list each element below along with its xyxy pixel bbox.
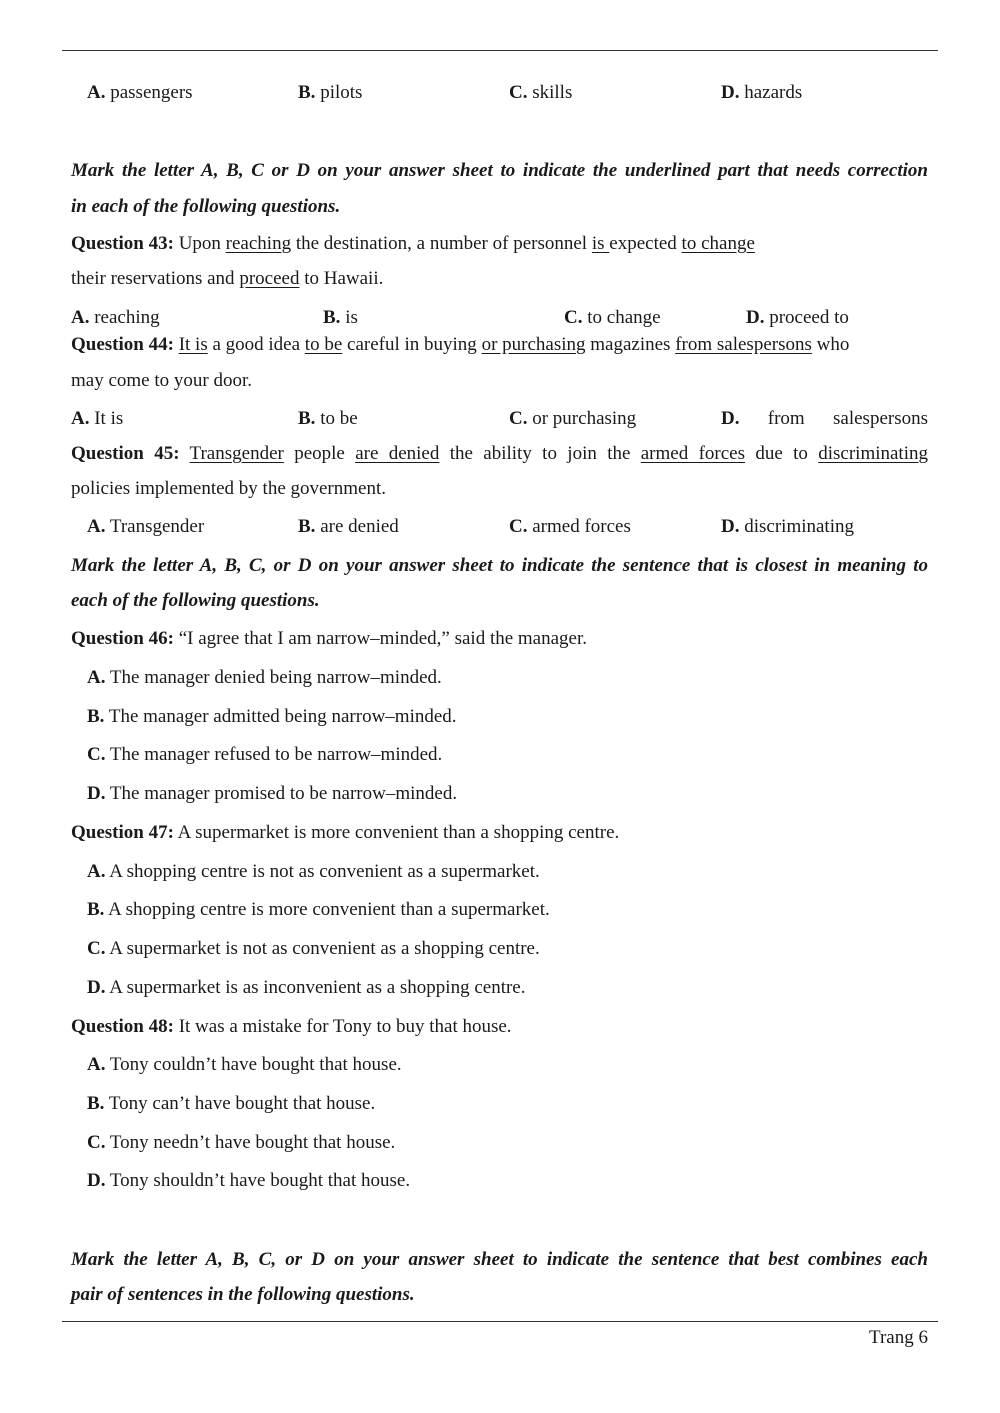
q48-option-a: A. Tony couldn’t have bought that house. <box>87 1054 402 1075</box>
question-label: Question 47: <box>71 822 174 843</box>
question-label: Question 44: <box>71 334 174 355</box>
q42-option-b: B. pilots <box>298 82 363 103</box>
underlined-part-d: discriminating <box>818 443 928 464</box>
underlined-part-a: reaching <box>225 233 292 254</box>
question-label: Question 43: <box>71 233 174 254</box>
q47-option-c: C. A supermarket is not as convenient as a shopping centre. <box>87 938 540 959</box>
underlined-part-b: are denied <box>355 443 440 464</box>
instruction-closest-meaning-cont: each of the following questions. <box>71 590 320 611</box>
q44-option-d: D. from salespersons <box>721 408 928 429</box>
q44-stem: Question 44: It is a good idea to be careful in buying or purchasing magazines from salespersons who <box>71 334 850 355</box>
q46-option-b: B. The manager admitted being narrow–minded. <box>87 706 457 727</box>
q47-stem: Question 47: A supermarket is more convenient than a shopping centre. <box>71 822 620 843</box>
underlined-part-c: armed forces <box>640 443 745 464</box>
q45-option-b: B. are denied <box>298 516 399 537</box>
footer-rule <box>62 1321 938 1322</box>
instruction-combine-cont: pair of sentences in the following questions. <box>71 1284 415 1305</box>
q42-option-a: A. passengers <box>87 82 193 103</box>
question-label: Question 48: <box>71 1016 174 1037</box>
underlined-part-b: to be <box>304 334 343 355</box>
q48-stem: Question 48: It was a mistake for Tony to buy that house. <box>71 1016 512 1037</box>
q43-option-a: A. reaching <box>71 307 160 328</box>
underlined-part-b: is <box>591 233 610 254</box>
q43-option-d: D. proceed to <box>746 307 849 328</box>
q45-option-c: C. armed forces <box>509 516 631 537</box>
underlined-part-a: It is <box>178 334 208 355</box>
question-label: Question 45: <box>71 443 180 464</box>
q47-option-d: D. A supermarket is as inconvenient as a shopping centre. <box>87 977 526 998</box>
q45-stem-cont: policies implemented by the government. <box>71 478 387 499</box>
header-rule <box>62 50 938 51</box>
q48-option-c: C. Tony needn’t have bought that house. <box>87 1132 396 1153</box>
page-number: Trang 6 <box>869 1327 928 1348</box>
q45-option-a: A. Transgender <box>87 516 205 537</box>
q44-option-c: C. or purchasing <box>509 408 637 429</box>
q42-option-c: C. skills <box>509 82 573 103</box>
underlined-part-d: proceed <box>239 268 300 289</box>
q47-option-a: A. A shopping centre is not as convenient as a supermarket. <box>87 861 540 882</box>
q45-option-d: D. discriminating <box>721 516 854 537</box>
q44-option-a: A. It is <box>71 408 124 429</box>
q43-stem-cont: their reservations and proceed to Hawaii. <box>71 268 384 289</box>
question-label: Question 46: <box>71 628 174 649</box>
underlined-part-c: to change <box>681 233 755 254</box>
q44-option-b: B. to be <box>298 408 358 429</box>
instruction-combine: Mark the letter A, B, C, or D on your answer sheet to indicate the sentence that best combines each <box>71 1249 928 1270</box>
q43-stem: Question 43: Upon reaching the destination, a number of personnel is expected to change <box>71 233 755 254</box>
underlined-part-a: Transgender <box>189 443 284 464</box>
q46-option-c: C. The manager refused to be narrow–minded. <box>87 744 443 765</box>
q48-option-d: D. Tony shouldn’t have bought that house. <box>87 1170 411 1191</box>
q42-option-d: D. hazards <box>721 82 803 103</box>
instruction-correction: Mark the letter A, B, C or D on your answer sheet to indicate the underlined part that needs correction <box>71 160 928 181</box>
underlined-part-c: or purchasing <box>481 334 586 355</box>
instruction-closest-meaning: Mark the letter A, B, C, or D on your answer sheet to indicate the sentence that is closest in meaning to <box>71 555 928 576</box>
q46-stem: Question 46: “I agree that I am narrow–minded,” said the manager. <box>71 628 588 649</box>
q44-stem-cont: may come to your door. <box>71 370 252 391</box>
q47-option-b: B. A shopping centre is more convenient than a supermarket. <box>87 899 550 920</box>
q46-option-d: D. The manager promised to be narrow–minded. <box>87 783 458 804</box>
q46-option-a: A. The manager denied being narrow–minded. <box>87 667 442 688</box>
q43-option-c: C. to change <box>564 307 661 328</box>
underlined-part-d: from salespersons <box>675 334 812 355</box>
q45-stem: Question 45: Transgender people are denied the ability to join the armed forces due to discriminating <box>71 443 928 464</box>
q43-option-b: B. is <box>323 307 358 328</box>
instruction-correction-cont: in each of the following questions. <box>71 196 341 217</box>
q48-option-b: B. Tony can’t have bought that house. <box>87 1093 376 1114</box>
